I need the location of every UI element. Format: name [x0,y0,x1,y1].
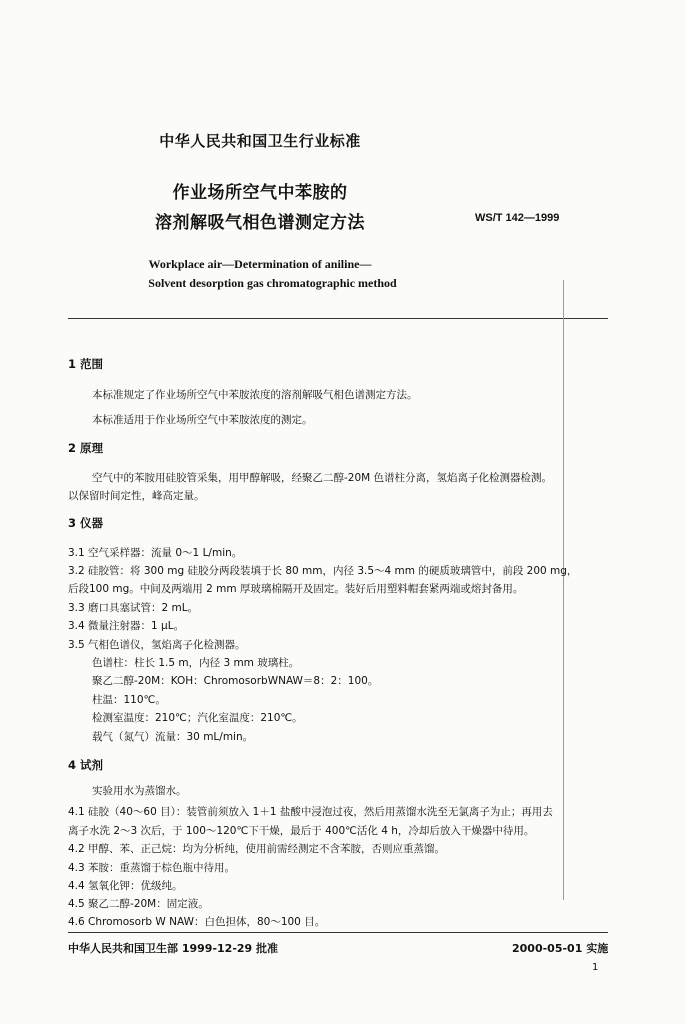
item-4-1-line-1: 4.1 硅胶（40～60 目）：装管前须放入 1＋1 盐酸中浸泡过夜，然后用蒸馏水洗至无氯离子为止；再用去 [68,806,553,818]
scan-line [563,280,564,900]
ministry-line: 中华人民共和国卫生行业标准 [159,132,361,150]
section-3-heading: 3 仪器 [68,516,104,530]
approval-line: 中华人民共和国卫生部 1999-12-29 批准 [68,942,279,955]
item-3-2-line-2: 后段100 mg。中间及两端用 2 mm 厚玻璃棉隔开及固定。装好后用塑料帽套紧两端或熔封备用。 [68,583,524,595]
section-4-heading: 4 试剂 [68,758,104,772]
section-1-heading: 1 范围 [68,357,104,371]
item-3-5-carrier-gas: 载气（氮气）流量：30 mL/min。 [92,731,254,743]
page-number: 1 [592,962,599,973]
item-4-4: 4.4 氢氧化钾：优级纯。 [68,880,183,892]
doc-title-line-2: 溶剂解吸气相色谱测定方法 [155,213,365,233]
section-4-intro: 实验用水为蒸馏水。 [92,785,187,797]
section-2-paragraph-1: 空气中的苯胺用硅胶管采集，用甲醇解吸，经聚乙二醇-20M 色谱柱分离，氢焰离子化检测器检测。 [92,472,553,484]
standard-number: WS/T 142—1999 [475,212,560,224]
footer-divider [68,932,608,933]
item-4-6: 4.6 Chromosorb W NAW：白色担体，80～100 目。 [68,916,326,928]
section-1-paragraph-2: 本标准适用于作业场所空气中苯胺浓度的测定。 [92,414,313,426]
item-4-3: 4.3 苯胺：重蒸馏于棕色瓶中待用。 [68,862,236,874]
item-3-5-column: 色谱柱：柱长 1.5 m，内径 3 mm 玻璃柱。 [92,657,300,669]
item-4-2: 4.2 甲醇、苯、正己烷：均为分析纯，使用前需经测定不含苯胺，否则应重蒸馏。 [68,843,446,855]
section-2-heading: 2 原理 [68,441,104,455]
section-2-paragraph-2: 以保留时间定性，峰高定量。 [68,490,205,502]
header-divider [68,318,608,319]
doc-title-line-1: 作业场所空气中苯胺的 [172,183,348,203]
effective-date: 2000-05-01 实施 [512,942,609,955]
item-3-5-phase: 聚乙二醇-20M：KOH：ChromosorbWNAW＝8：2：100。 [92,675,379,687]
english-title-line-1: Workplace air—Determination of aniline— [148,257,372,271]
item-3-5-column-temp: 柱温：110℃。 [92,694,166,706]
section-1-paragraph-1: 本标准规定了作业场所空气中苯胺浓度的溶剂解吸气相色谱测定方法。 [92,389,418,401]
item-4-5: 4.5 聚乙二醇-20M：固定液。 [68,898,209,910]
item-3-4: 3.4 微量注射器：1 μL。 [68,620,185,632]
item-3-3: 3.3 磨口具塞试管：2 mL。 [68,602,199,614]
item-3-5-detector-temp: 检测室温度：210℃；汽化室温度：210℃。 [92,712,303,724]
item-3-1: 3.1 空气采样器：流量 0～1 L/min。 [68,547,243,559]
item-3-2-line-1: 3.2 硅胶管：将 300 mg 硅胶分两段装填于长 80 mm，内径 3.5～4 mm 的硬质玻璃管中，前段 200 mg， [68,565,578,577]
item-4-1-line-2: 离子水洗 2～3 次后，于 100～120℃下干燥，最后于 400℃活化 4 h，冷却后放入干燥器中待用。 [68,825,535,837]
english-title-line-2: Solvent desorption gas chromatographic method [148,276,397,290]
item-3-5: 3.5 气相色谱仪，氢焰离子化检测器。 [68,639,246,651]
